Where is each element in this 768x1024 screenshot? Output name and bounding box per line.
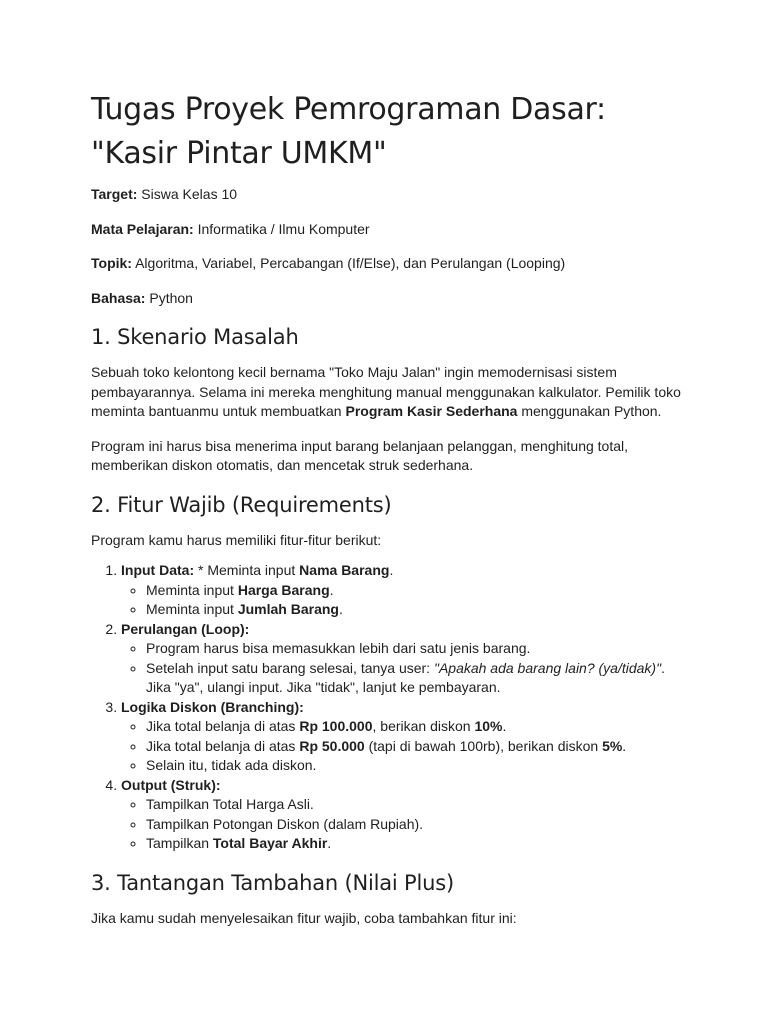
meta-language-label: Bahasa:: [91, 289, 146, 306]
requirement-2-sub-2: [146, 659, 691, 698]
r3s1-bold-1: Rp 100.000: [299, 718, 373, 734]
document-body: [91, 88, 691, 928]
r2s2-italic: "Apakah ada barang lain? (ya/tidak)": [433, 659, 662, 676]
meta-subject-value: Informatika / Ilmu Komputer: [193, 220, 370, 237]
requirement-1-text-a: * Meminta input: [194, 562, 300, 578]
title-line-2: "Kasir Pintar UMKM": [91, 136, 387, 171]
r2s2-text-b: . Jika "ya", ulangi input. Jika "tidak", lanjut ke pembayaran.: [146, 659, 665, 695]
requirement-3-sub-1: [146, 717, 691, 737]
meta-language: [91, 289, 691, 309]
requirement-1-sub-2: [146, 600, 691, 620]
r3s1-bold-2: 10%: [474, 718, 503, 734]
r4s3-bold: Total Bayar Akhir: [212, 835, 328, 851]
meta-target: [91, 185, 691, 205]
requirement-4-sub-1: ◦ Tampilkan Total Harga Asli.: [146, 795, 691, 815]
r3s2-bold-2: 5%: [602, 737, 623, 754]
requirement-3-sub-3: ◦ Selain itu, tidak ada diskon.: [146, 756, 691, 776]
requirement-1-sublist: [121, 581, 691, 620]
requirement-4-sublist: [121, 795, 691, 854]
meta-target-label: Target:: [91, 186, 138, 202]
section-1-paragraph-2: Program ini harus bisa menerima input barang belanjaan pelanggan, menghitung total, memberikan diskon otomatis, dan mencetak struk sederhana.: [91, 437, 629, 473]
meta-target-value: Siswa Kelas 10: [137, 186, 238, 202]
requirement-3-sub-2: [146, 737, 691, 757]
section-1-p1-text-b: menggunakan Python.: [517, 403, 662, 419]
requirement-item-3: [121, 698, 691, 776]
requirement-3-label: Logika Diskon (Branching):: [121, 698, 304, 715]
r2s2-text-a: Setelah input satu barang selesai, tanya user:: [146, 659, 434, 676]
document-title: [91, 88, 691, 176]
r1s1-text-b: .: [329, 581, 334, 598]
section-1-heading: 1. Skenario Masalah: [91, 325, 299, 349]
requirement-3-sublist: [121, 717, 691, 776]
requirement-4-sub-3: [146, 834, 691, 854]
r3s2-bold-1: Rp 50.000: [299, 737, 365, 754]
r3s2-text-c: .: [622, 737, 627, 754]
requirement-item-2: [121, 620, 691, 698]
r1s2-text-b: .: [338, 601, 343, 617]
section-3-heading: 3. Tantangan Tambahan (Nilai Plus): [91, 870, 454, 895]
r4s3-text-b: .: [327, 835, 332, 851]
section-2-heading: 2. Fitur Wajib (Requirements): [91, 492, 392, 517]
meta-subject: [91, 220, 691, 240]
r3s1-text-b: , berikan diskon: [372, 718, 475, 734]
meta-topic-value: Algoritma, Variabel, Percabangan (If/Else), dan Perulangan (Looping): [131, 255, 566, 271]
requirement-2-label: Perulangan (Loop):: [121, 620, 250, 637]
requirement-1-label: Input Data:: [121, 562, 195, 578]
requirement-item-4: [121, 776, 691, 854]
requirement-1-bold: Nama Barang: [299, 562, 390, 578]
meta-topic: [91, 254, 691, 274]
r1s2-text-a: Meminta input: [146, 601, 238, 617]
r3s1-text-a: Jika total belanja di atas: [146, 718, 300, 734]
requirements-list: [91, 561, 691, 854]
r1s1-text-a: Meminta input: [146, 581, 238, 598]
r4s3-text-a: Tampilkan: [146, 835, 213, 851]
r3s1-text-c: .: [502, 718, 507, 734]
title-line-1: Tugas Proyek Pemrograman Dasar:: [91, 92, 606, 127]
requirement-4-label: Output (Struk):: [121, 776, 221, 793]
r1s1-bold: Harga Barang: [237, 581, 330, 598]
meta-subject-label: Mata Pelajaran:: [91, 220, 194, 237]
section-1-p1-bold: Program Kasir Sederhana: [345, 403, 518, 419]
section-3-intro: Jika kamu sudah menyelesaikan fitur wajib, coba tambahkan fitur ini:: [91, 909, 517, 926]
requirement-2-sublist: [121, 639, 691, 698]
requirement-item-1: [121, 561, 691, 620]
section-2-intro: Program kamu harus memiliki fitur-fitur berikut:: [91, 531, 382, 548]
requirement-1-sub-1: [146, 581, 691, 601]
requirement-2-sub-1: ◦ Program harus bisa memasukkan lebih dari satu jenis barang.: [146, 639, 691, 659]
meta-language-value: Python: [145, 289, 193, 306]
section-1-p1-text-a: Sebuah toko kelontong kecil bernama "Toko Maju Jalan" ingin memodernisasi sistem pembayarannya. Selama ini mereka menghitung manual menggunakan kalkulator. Pemilik toko meminta bantuanmu untuk membuatkan: [91, 364, 681, 419]
requirement-1-text-b: .: [389, 562, 394, 578]
r3s2-text-b: (tapi di bawah 100rb), berikan diskon: [364, 737, 603, 754]
meta-topic-label: Topik:: [91, 255, 132, 271]
section-1-paragraph-1: [91, 363, 691, 422]
r1s2-bold: Jumlah Barang: [237, 601, 339, 617]
r3s2-text-a: Jika total belanja di atas: [146, 737, 300, 754]
requirement-4-sub-2: ◦ Tampilkan Potongan Diskon (dalam Rupiah).: [146, 815, 691, 835]
